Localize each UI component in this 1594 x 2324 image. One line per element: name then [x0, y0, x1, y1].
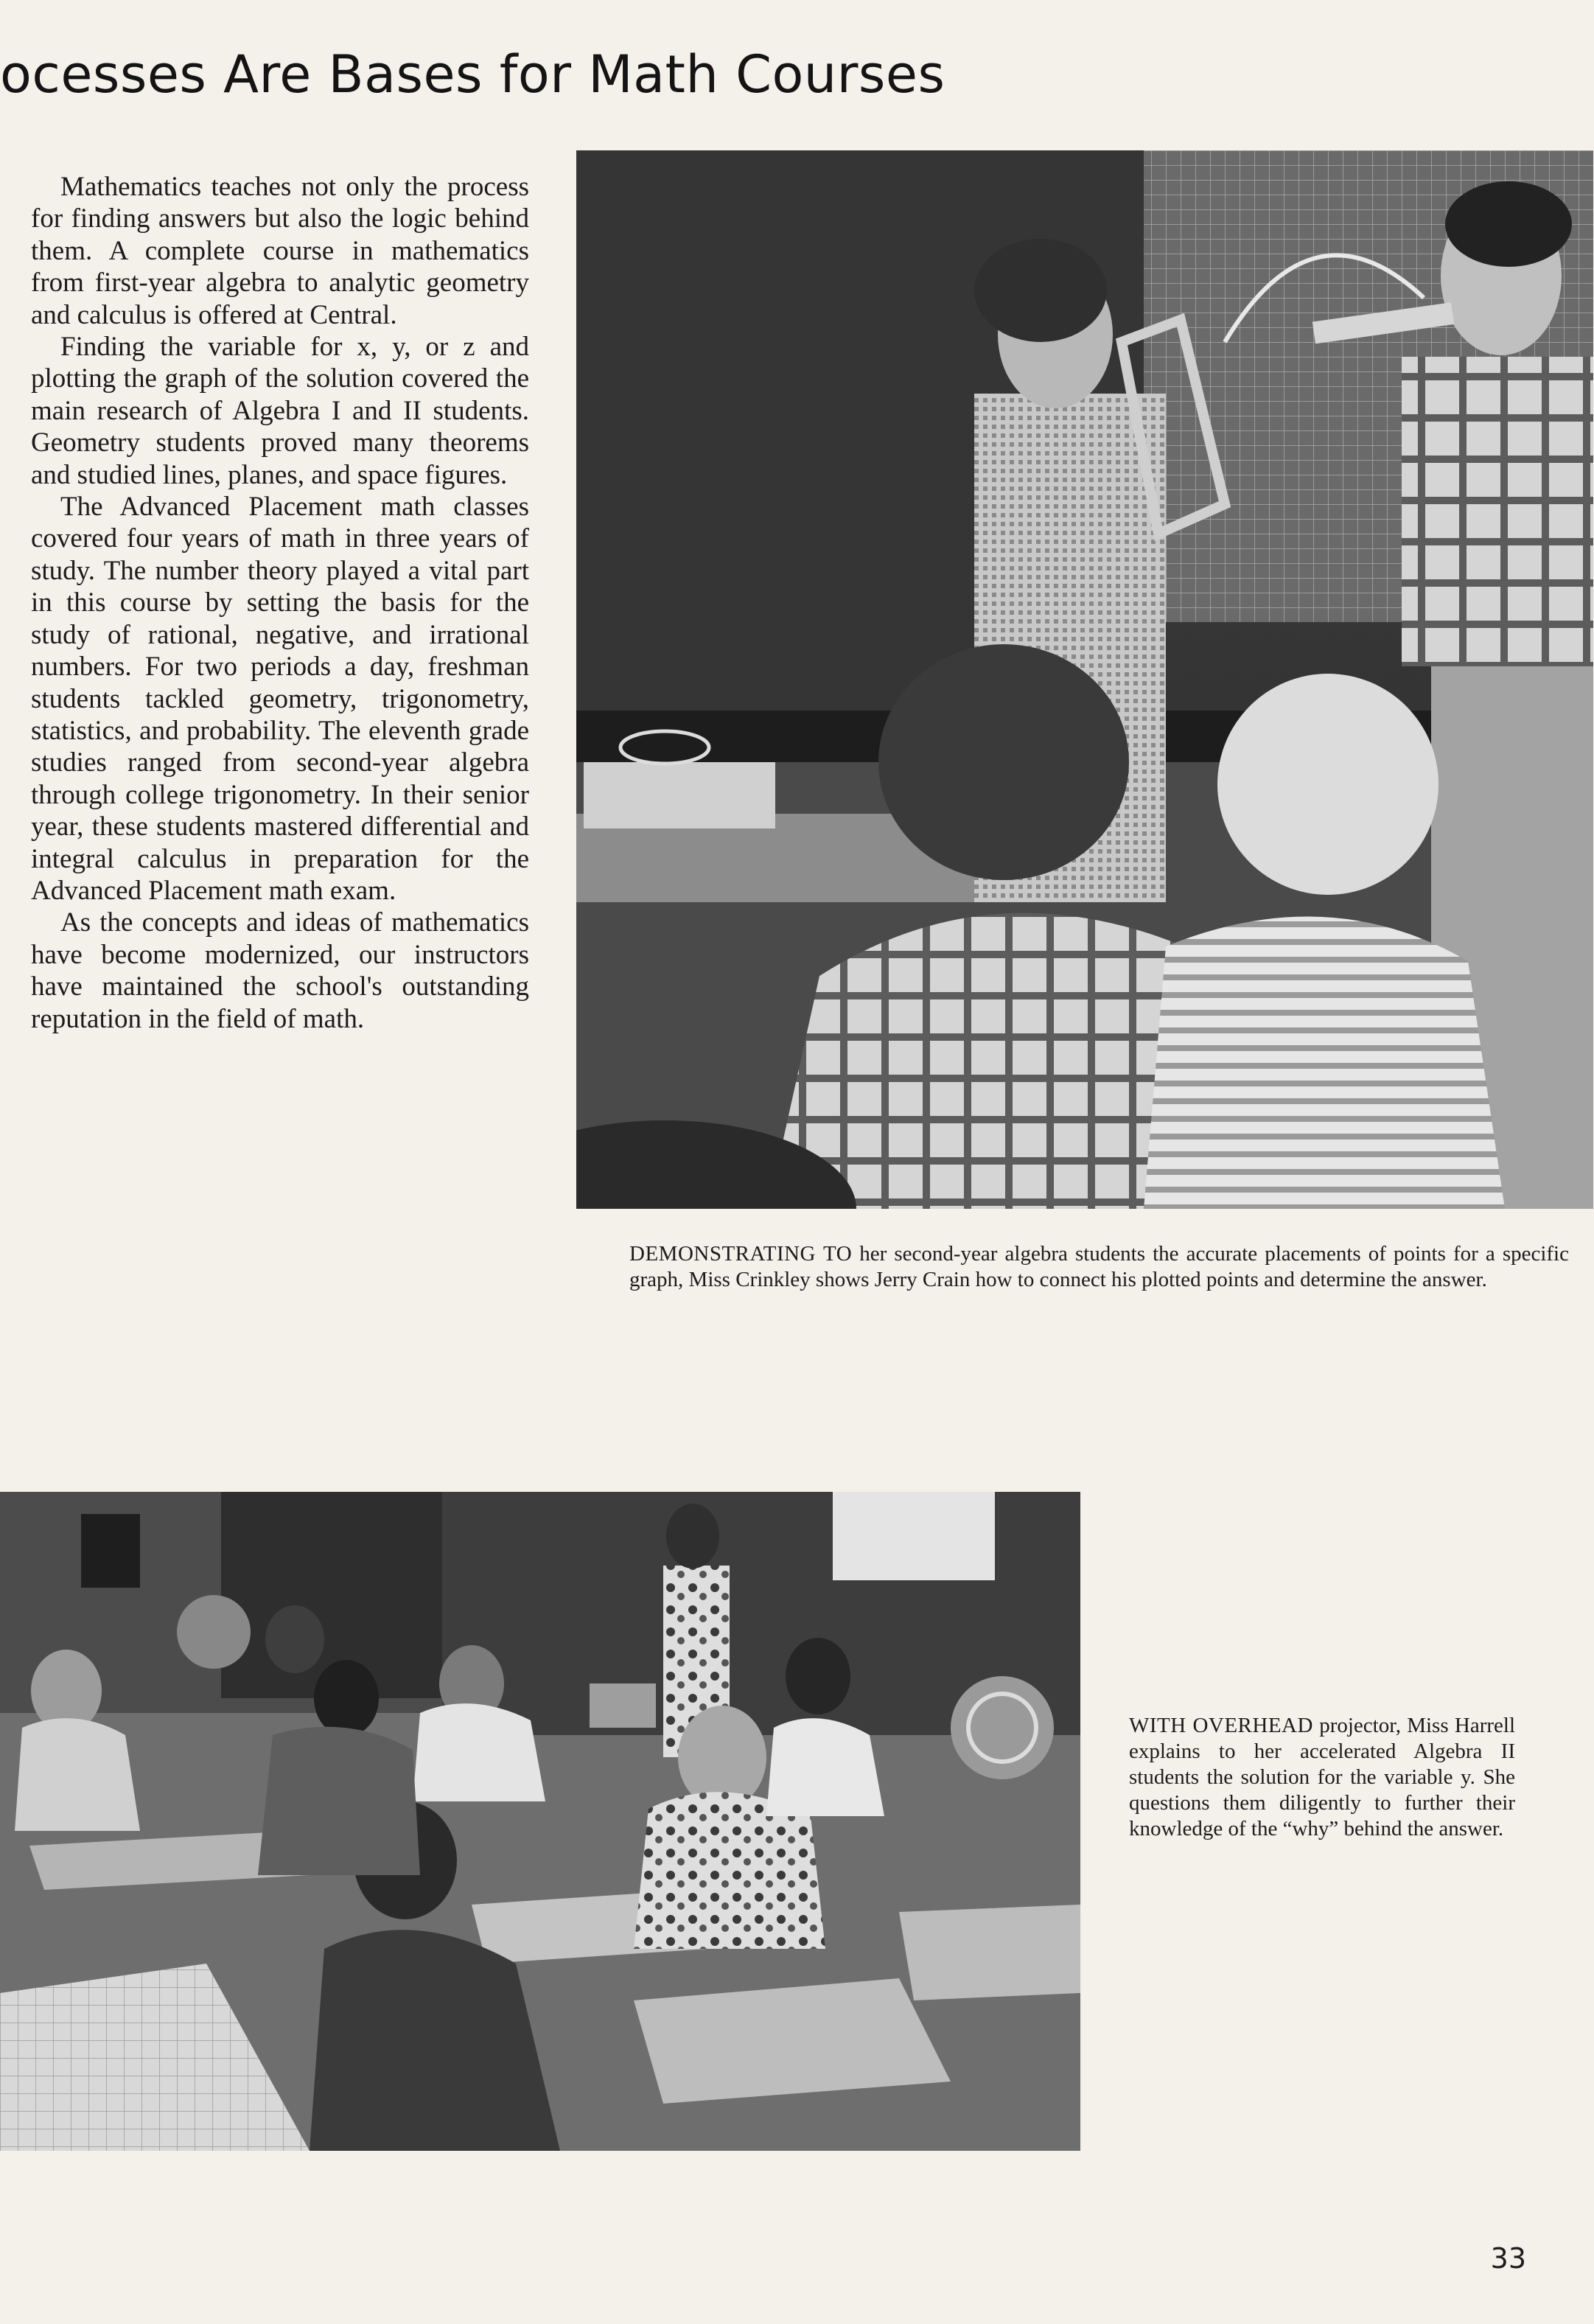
caption-text: projector, Miss Harrell explains to her accelerated Algebra II students the solution for the variable y. She questions them diligently to further their knowledge of the “why” behind the answer. [1129, 1714, 1516, 1840]
caption-text: her second-year algebra students the accurate placements of points for a specific graph, Miss Crinkley shows Jerry Crain how to connect his plotted points and determine the answer. [629, 1242, 1569, 1291]
caption-lead: WITH OVERHEAD [1129, 1714, 1313, 1737]
photo-teacher-student-chalkboard [576, 150, 1593, 1209]
article-paragraph: The Advanced Placement math classes covered four years of math in three years of study. The number theory played a vital part in this course by setting the basis for the study of rational, negative, and irrational numbers. For two periods a day, freshman students tackled geometry, trigonometry, statistics, and probability. The eleventh grade studies ranged from second-year algebra through college trigonometry. In their senior year, these students mastered differential and integral calculus in preparation for the Advanced Placement math exam. [31, 492, 529, 906]
photo-caption-top [629, 1241, 1569, 1293]
page-number: 33 [1490, 2242, 1526, 2275]
article-body [31, 171, 529, 1035]
page-headline: ocesses Are Bases for Math Courses [0, 44, 945, 105]
photo-classroom-overhead-projector [0, 1492, 1080, 2151]
article-paragraph: Mathematics teaches not only the process for finding answers but also the logic behind them. A complete course in mathematics from first-year algebra to analytic geometry and calculus is offered at Central. [31, 172, 529, 330]
article-paragraph: As the concepts and ideas of mathematics have become modernized, our instructors have maintained the school's outstanding reputation in the field of math. [31, 907, 529, 1034]
article-paragraph: Finding the variable for x, y, or z and plotting the graph of the solution covered the main research of Algebra I and II students. Geometry students proved many theorems and studied lines, planes, and space figures. [31, 332, 529, 490]
photo-caption-bottom [1129, 1713, 1515, 1842]
caption-lead: DEMONSTRATING TO [629, 1242, 853, 1266]
